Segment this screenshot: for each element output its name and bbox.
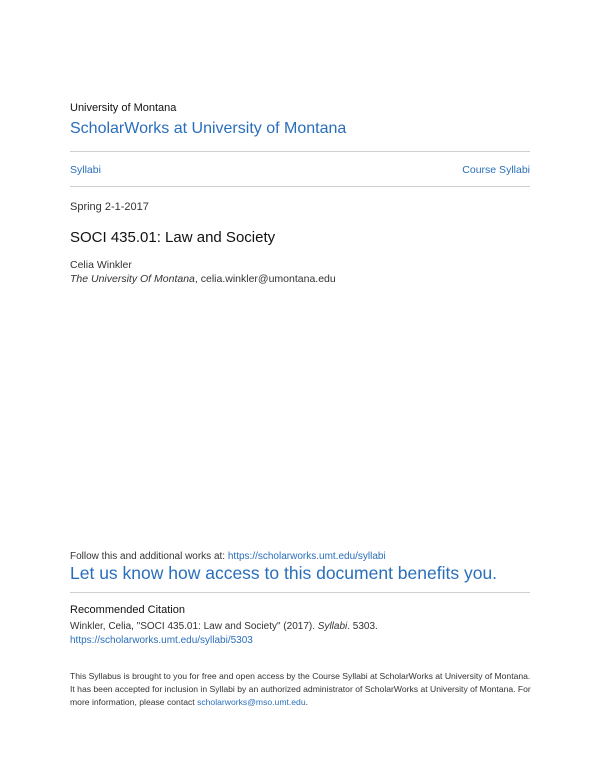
breadcrumb-syllabi[interactable]: Syllabi [70, 164, 101, 176]
divider-bottom [70, 186, 530, 187]
publication-date: Spring 2-1-2017 [70, 201, 149, 213]
author-name: Celia Winkler [70, 259, 132, 271]
footer-notice [70, 670, 532, 709]
footer-text: This Syllabus is brought to you for free and open access by the Course Syllabi at ScholarWorks at University of Montana. It has been accepted for inclusion in Syllabi by an authorized administrator of ScholarWorks at University of Montana. For more information, please contact [70, 671, 531, 707]
follow-url-link[interactable]: https://scholarworks.umt.edu/syllabi [227, 551, 386, 562]
citation-heading: Recommended Citation [70, 604, 185, 616]
citation-journal: Syllabi [317, 621, 348, 632]
affiliation-separator: , [194, 273, 201, 285]
document-title: SOCI 435.01: Law and Society [70, 229, 276, 246]
divider-citation [70, 592, 530, 593]
benefit-link[interactable]: Let us know how access to this document benefits you. [70, 563, 498, 583]
breadcrumb-course-syllabi[interactable]: Course Syllabi [462, 164, 530, 176]
contact-email-link[interactable]: scholarworks@mso.umt.edu [197, 697, 306, 707]
divider-top [70, 151, 530, 152]
citation-url-link[interactable]: https://scholarworks.umt.edu/syllabi/5303 [70, 635, 253, 646]
citation-before: Winkler, Celia, "SOCI 435.01: Law and Society" (2017). [70, 621, 318, 632]
footer-end: . [305, 697, 308, 707]
affiliation-institution: The University Of Montana [70, 273, 195, 285]
university-name: University of Montana [70, 102, 177, 114]
follow-text: Follow this and additional works at: [70, 551, 228, 562]
author-email: celia.winkler@umontana.edu [200, 273, 336, 285]
citation-after: . 5303. [347, 621, 378, 632]
author-affiliation [70, 273, 336, 285]
citation-text [70, 620, 530, 648]
follow-line [70, 551, 386, 562]
repository-link[interactable]: ScholarWorks at University of Montana [70, 120, 347, 137]
